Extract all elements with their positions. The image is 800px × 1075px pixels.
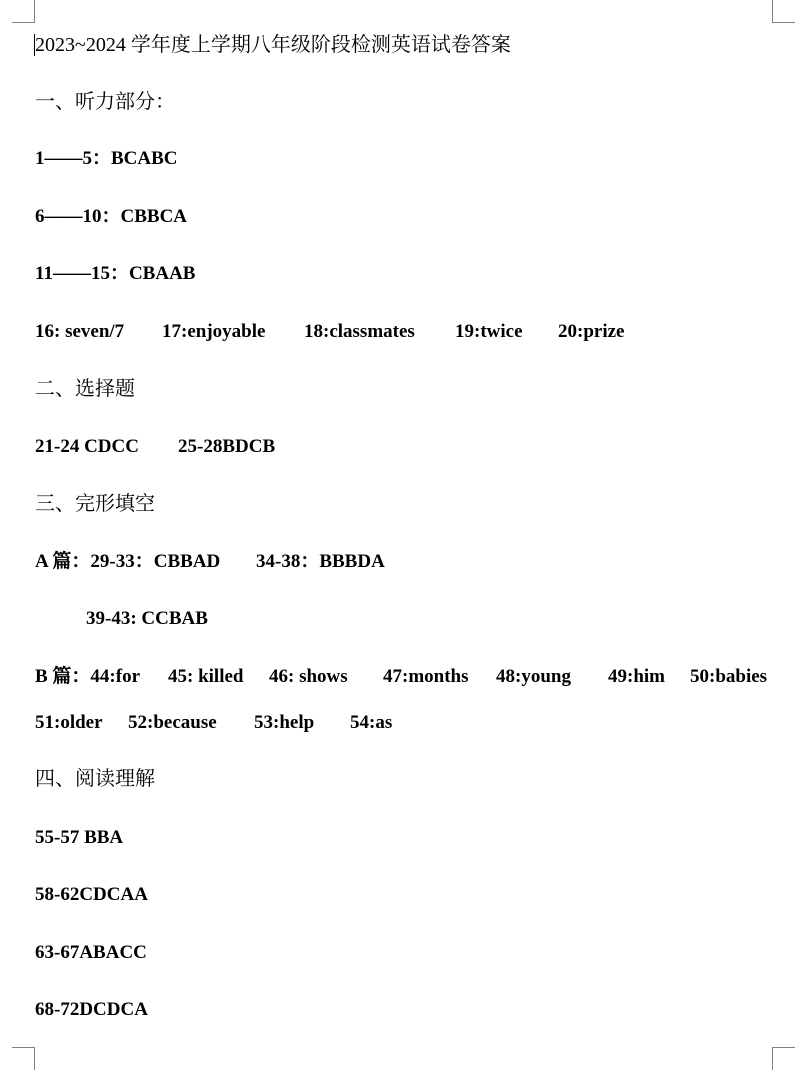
answer-item: 34-38：BBBDA <box>256 551 385 572</box>
reading-heading: 四、阅读理解 <box>35 768 155 790</box>
page-corner-mark-top-left <box>12 0 35 23</box>
cloze-passage-a-row <box>35 550 535 574</box>
page-corner-mark-top-right <box>772 0 795 23</box>
listening-answers-1-5: 1——5：BCABC <box>35 148 178 169</box>
reading-answers-68-72: 68-72DCDCA <box>35 999 148 1020</box>
answer-item: 48:young <box>496 666 571 687</box>
answer-item: 16: seven/7 <box>35 321 125 342</box>
answer-item: 17:enjoyable <box>162 321 266 342</box>
choice-answers-row <box>35 435 435 459</box>
answer-item: B 篇：44:for <box>35 666 141 687</box>
answer-item: 19:twice <box>455 321 523 342</box>
answer-item: A 篇：29-33：CBBAD <box>35 551 221 572</box>
answer-item: 49:him <box>608 666 665 687</box>
answer-item: 51:older <box>35 712 103 733</box>
listening-answers-11-15: 11——15：CBAAB <box>35 263 196 284</box>
page-corner-mark-bottom-right <box>772 1047 795 1070</box>
reading-answers-58-62: 58-62CDCAA <box>35 884 148 905</box>
cloze-passage-b-row-1 <box>35 665 780 689</box>
answer-item: 45: killed <box>168 666 244 687</box>
choice-heading: 二、选择题 <box>35 378 135 400</box>
cloze-passage-b-row-2 <box>35 711 535 735</box>
answer-item: 21-24 CDCC <box>35 436 139 457</box>
answer-item: 52:because <box>128 712 217 733</box>
document-title: 2023~2024 学年度上学期八年级阶段检测英语试卷答案 <box>35 34 511 56</box>
reading-answers-63-67: 63-67ABACC <box>35 942 147 963</box>
answer-item: 50:babies <box>690 666 768 687</box>
cloze-heading: 三、完形填空 <box>35 493 155 515</box>
listening-answers-6-10: 6——10：CBBCA <box>35 206 188 227</box>
answer-item: 20:prize <box>558 321 625 342</box>
answer-item: 54:as <box>350 712 393 733</box>
listening-fill-row <box>35 320 735 344</box>
answer-item: 53:help <box>254 712 315 733</box>
listening-heading: 一、听力部分： <box>35 91 175 113</box>
cloze-passage-a-row-2: 39-43: CCBAB <box>86 608 208 629</box>
answer-item: 46: shows <box>269 666 348 687</box>
reading-answers-55-57: 55-57 BBA <box>35 827 124 848</box>
page-corner-mark-bottom-left <box>12 1047 35 1070</box>
answer-item: 25-28BDCB <box>178 436 276 457</box>
answer-item: 47:months <box>383 666 469 687</box>
answer-item: 18:classmates <box>304 321 415 342</box>
